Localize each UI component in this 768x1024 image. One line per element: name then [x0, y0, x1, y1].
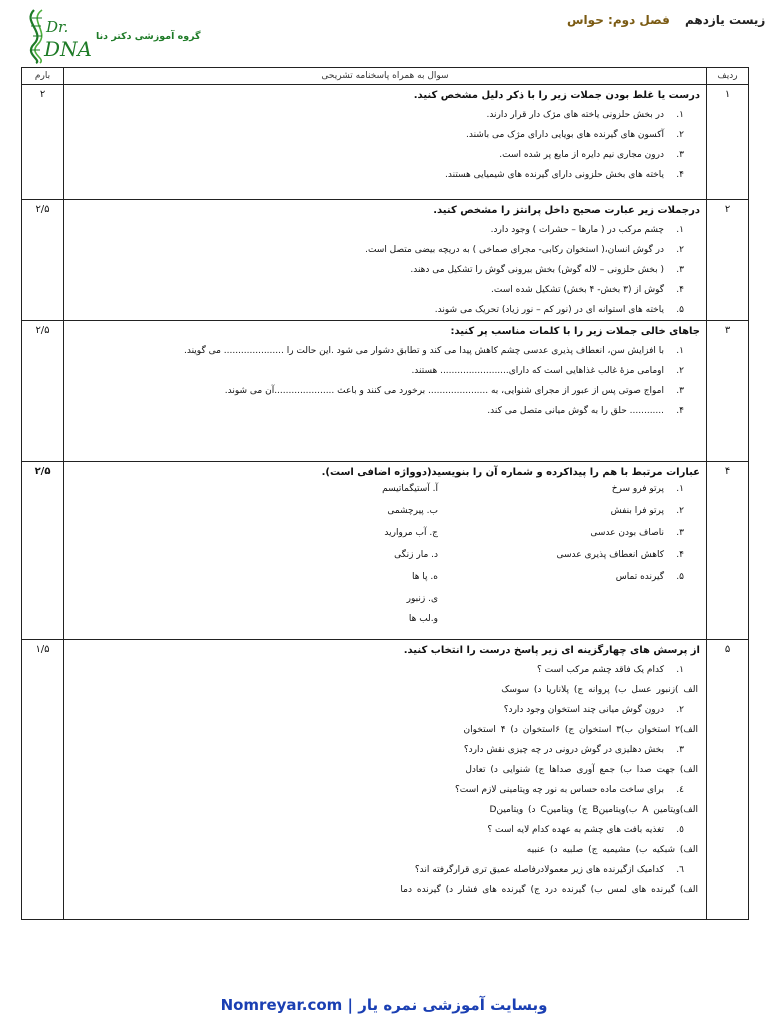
- list-item: ۴............. حلق را به گوش میانی متصل می کند.: [487, 406, 684, 416]
- question-body: [64, 640, 707, 920]
- question-number: ۱: [707, 85, 749, 200]
- list-item: ۳.امواج صوتی پس از عبور از مجرای شنوایی، به ..................... برخورد می کنند و باعث .....................آن می شوند.: [224, 386, 684, 396]
- list-item: ب. پیرچشمی: [387, 506, 438, 516]
- chapter-title: فصل دوم: حواس: [567, 13, 670, 27]
- list-item: ۱.با افزایش سن، انعطاف پذیری عدسی چشم کاهش پیدا می کند و تطابق دشوار می شود .این حالت را ..................... می گویند.: [183, 346, 684, 356]
- list-item: ٤.برای ساخت ماده حساس به نور چه ویتامینی لازم است؟: [454, 785, 684, 795]
- list-item: ۲.در گوش انسان،( استخوان رکابی- مجرای صماخی ) به دریچه بیضی متصل است.: [365, 245, 684, 255]
- question-body: [64, 321, 707, 462]
- svg-text:Dr.: Dr.: [46, 18, 69, 36]
- list-item: ۳.ناصاف بودن عدسی: [590, 528, 684, 538]
- question-title: درست یا غلط بودن جملات زیر را با ذکر دلیل مشخص کنید.: [413, 90, 700, 101]
- mark-header: بارم: [22, 68, 64, 85]
- page-header: [0, 0, 768, 66]
- question-mark: ۲/۵: [22, 321, 64, 462]
- question-row-3: [22, 321, 749, 462]
- list-item: ۱.پرتو فرو سرخ: [611, 484, 684, 494]
- question-title: درجملات زیر عبارت صحیح داخل پرانتز را مشخص کنید.: [433, 205, 700, 216]
- list-item: ۳.درون مجاری نیم دایره از مایع پر شده است.: [499, 150, 684, 160]
- list-item: ۲.درون گوش میانی چند استخوان وجود دارد؟: [503, 705, 684, 715]
- group-name: گروه آموزشی دکتر دنا: [96, 31, 201, 42]
- svg-text:DNA: DNA: [44, 37, 92, 61]
- answer-options: الف) جهت صدا ب) جمع آوری صداها ج) شنوایی د) تعادل: [465, 765, 698, 775]
- list-item: ی. زنبور: [406, 594, 438, 604]
- question-number: ۵: [707, 640, 749, 920]
- question-row-4: [22, 462, 749, 640]
- list-item: ۱.در بخش حلزونی یاخته های مژک دار قرار دارند.: [486, 110, 684, 120]
- question-row-2: [22, 200, 749, 321]
- list-item: ۲.اومامی مزۀ غالب غذاهایی است که دارای........................ هستند.: [411, 366, 684, 376]
- subject-title: زیست یازدهم: [685, 13, 766, 27]
- dr-dna-logo-icon: [20, 6, 96, 64]
- footer-website-link[interactable]: Nomreyar.com | وبسایت آموزشی نمره یار: [220, 996, 548, 1014]
- question-body: [64, 85, 707, 200]
- question-mark: ۲/۵: [22, 200, 64, 321]
- question-mark: ۲: [22, 85, 64, 200]
- question-number: ۳: [707, 321, 749, 462]
- list-item: ۳.بخش دهلیزی در گوش درونی در چه چیزی نقش دارد؟: [463, 745, 684, 755]
- answer-options: الف )زنبور عسل ب) پروانه ج) پلاناریا د) سوسک: [501, 685, 698, 695]
- question-body: [64, 462, 707, 640]
- answer-options: الف) شبکیه ب) مشیمیه ج) صلبیه د) عنبیه: [526, 845, 698, 855]
- question-title: از پرسش های چهارگزینه ای زیر پاسخ درست را انتخاب کنید.: [403, 645, 700, 656]
- exam-table: [21, 67, 749, 920]
- answer-options: الف)۲ استخوان ب)۳ استخوان ج) ۶استخوان د) ۴ استخوان: [463, 725, 698, 735]
- answer-options: الف)ویتامین A ب)ویتامینB ج) ویتامینC د) ویتامینD: [489, 805, 698, 815]
- row-number-header: ردیف: [707, 68, 749, 85]
- list-item: ٥.تغذیه بافت های چشم به عهده کدام لایه است ؟: [487, 825, 684, 835]
- list-item: ۲.پرتو فرا بنفش: [610, 506, 684, 516]
- question-number: ۴: [707, 462, 749, 640]
- list-item: ج. آب مروارید: [384, 528, 438, 538]
- list-item: ۱.کدام یک فاقد چشم مرکب است ؟: [536, 665, 684, 675]
- question-mark: ۲/۵: [22, 462, 64, 640]
- list-item: ه. پا ها: [411, 572, 438, 582]
- list-item: ۵.یاخته های استوانه ای در (نور کم – نور زیاد) تحریک می شوند.: [434, 305, 684, 315]
- list-item: و.لب ها: [408, 614, 438, 624]
- list-item: آ. آستیگماتیسم: [382, 484, 438, 494]
- question-body: [64, 200, 707, 321]
- answer-options: الف) گیرنده های لمس ب) گیرنده درد ج) گیرنده های فشار د) گیرنده دما: [400, 885, 698, 895]
- list-item: ۵.گیرنده تماس: [615, 572, 684, 582]
- question-number: ۲: [707, 200, 749, 321]
- question-header: سوال به همراه پاسخنامه تشریحی: [64, 68, 707, 85]
- list-item: ۴.یاخته های بخش حلزونی دارای گیرنده های شیمیایی هستند.: [445, 170, 684, 180]
- question-row-1: [22, 85, 749, 200]
- table-header-row: [22, 68, 749, 85]
- question-mark: ۱/۵: [22, 640, 64, 920]
- list-item: ۱.چشم مرکب در ( مارها – حشرات ) وجود دارد.: [490, 225, 684, 235]
- list-item: د. مار زنگی: [394, 550, 438, 560]
- question-title: عبارات مرتبط با هم را پیداکرده و شماره آن را بنویسید(دوواژه اضافی است).: [321, 467, 700, 478]
- matching-columns: [64, 482, 706, 632]
- question-row-5: [22, 640, 749, 920]
- list-item: ۲.آکسون های گیرنده های بویایی دارای مژک می باشند.: [466, 130, 684, 140]
- question-title: جاهای خالی جملات زیر را با کلمات مناسب پر کنید:: [450, 326, 700, 337]
- list-item: ۴.کاهش انعطاف پذیری عدسی: [556, 550, 684, 560]
- list-item: ۳.( بخش حلزونی – لاله گوش) بخش بیرونی گوش را تشکیل می دهند.: [410, 265, 684, 275]
- list-item: ٦.کدامیک ازگیرنده های زیر معمولادرفاصله عمیق تری قرارگرفته اند؟: [414, 865, 684, 875]
- list-item: ۴.گوش از (۳ بخش- ۴ بخش) تشکیل شده است.: [491, 285, 684, 295]
